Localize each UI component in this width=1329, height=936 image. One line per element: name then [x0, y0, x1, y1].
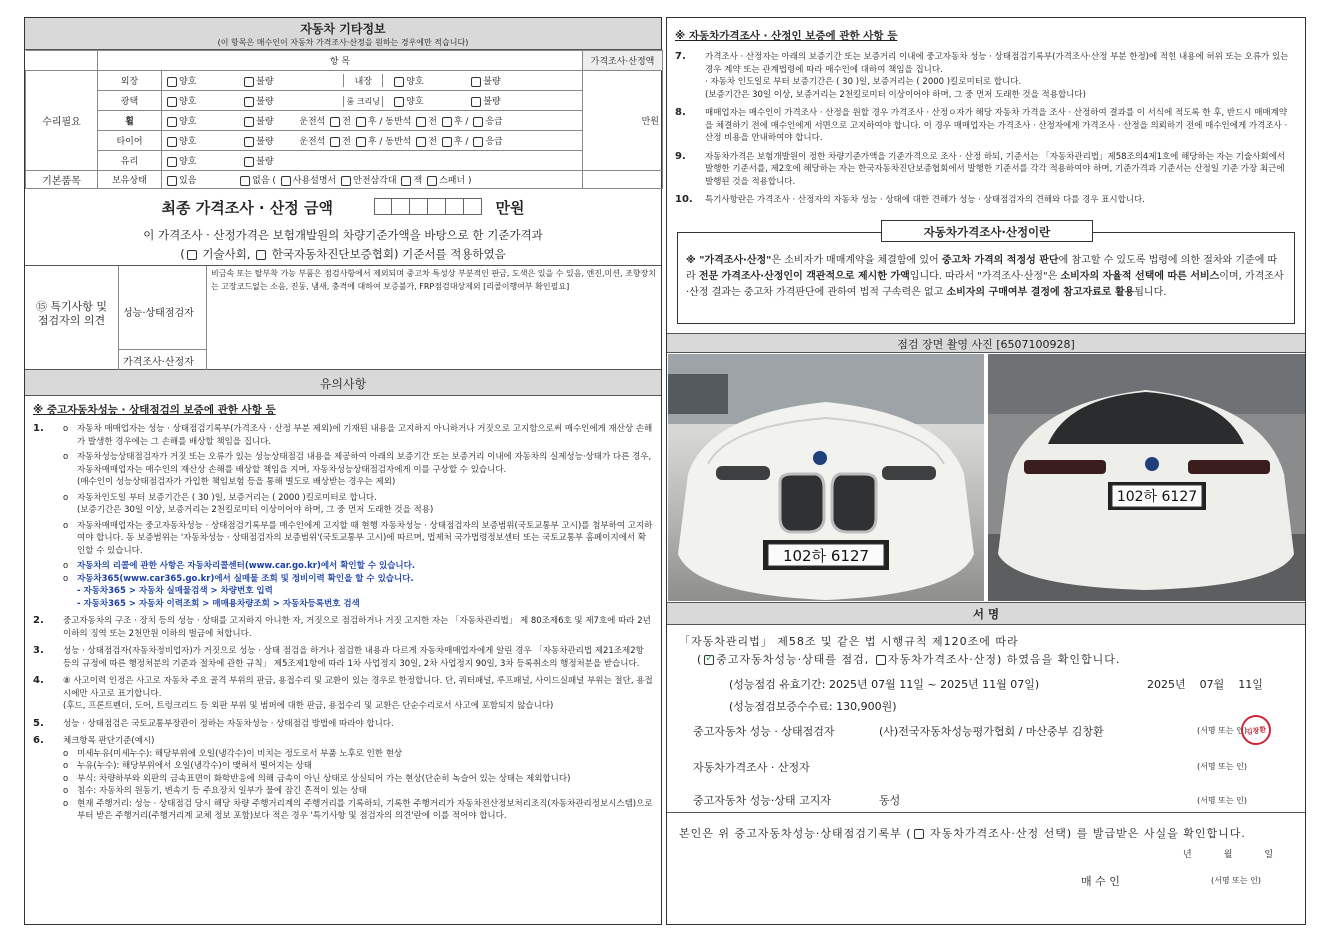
checkbox[interactable] — [471, 97, 481, 107]
repair-label: 수리필요 — [26, 71, 98, 171]
checkbox[interactable] — [167, 176, 177, 186]
appraiser-role: 자동차가격조사 · 산정자 — [693, 761, 810, 774]
final-price-block — [25, 189, 661, 266]
final-price-boxes[interactable] — [374, 198, 482, 219]
checkbox[interactable] — [167, 77, 177, 87]
notice-6: 체크항목 판단기준(예시) — [63, 736, 155, 746]
other-info-title: 자동차 기타정보 — [300, 22, 386, 36]
col-price: 가격조사·산정액 — [583, 51, 663, 71]
checkbox[interactable] — [167, 97, 177, 107]
final-price-unit: 만원 — [495, 199, 525, 217]
inspector-text: 비금속 또는 탈부착 가능 부품은 점검사항에서 제외되며 중고차 특성상 부분적인 판금, 도색은 있을 수 있음, 엔진,미션, 조향장치는 고장코드없는 소음, 진동, 냄새, 충격에 대하여 보증불가, FRP점검대상제외 [리콜이행여부 확인필요] — [211, 269, 656, 291]
row-glass-values: 양호 불량 — [162, 151, 583, 171]
notice-9: 자동차가격은 보험개발원이 정한 차량기준가액을 기준가격으로 조사 · 산정 하되, 기준서는 「자동차관리법」제58조의4제1호에 해당하는 자는 기술사회에서 발행한 기준서를, 제2호에 해당하는 자는 한국자동차진단보증협회에서 발행한 기준서를 각각 적용하여야 하며, 기준가격과 기준서는 산정일 기준 가장 최근에 발행된 것을 적용합니다. — [705, 151, 1286, 187]
notice-8: 매매업자는 매수인이 가격조사 · 산정을 원할 경우 가격조사 · 산정ㅇ자가 해당 자동차 가격을 조사 · 산정하여 결과를 이 서식에 적도록 한 후, 반드시 매매계약을 체결하기 전에 매수인에게 서면으로 고지하여야 합니다. 이 경우 매매업자는 가격조사 · 산정자에게 가격조사 · 산정을 의뢰하기 전에 매수인에게 가격조사 · 산정 비용을 안내하여야 합니다. — [705, 108, 1288, 143]
checkbox[interactable] — [401, 176, 411, 186]
checkbox[interactable] — [244, 77, 254, 87]
col-item: 항 목 — [98, 51, 583, 71]
checkbox[interactable] — [473, 137, 483, 147]
notice-4: ⑧ 사고이력 인정은 사고로 자동차 주요 골격 부위의 판금, 용접수리 및 교환이 있는 경우로 한정합니다. 단, 쿼터패널, 루프패널, 사이드실패널 부위는 절단, 용접 시에만 사고로 표기합니다. — [63, 676, 653, 699]
checkbox[interactable] — [416, 117, 426, 127]
row-gloss: 광택 — [98, 91, 162, 111]
basis-line1: 이 가격조사 · 산정가격은 보험개발원의 차량기준가액을 바탕으로 한 기준가격과 — [143, 228, 543, 242]
notice-7: 가격조사 · 산정자는 아래의 보증기간 또는 보증거리 이내에 중고자동차 성능 · 상태점검기록부(가격조사·산정 부분 한정)에 적힌 내용에 허위 또는 오류가 있는 경우 계약 또는 관계법령에 따라 매수인에 대하여 책임을 집니다. — [705, 52, 1289, 75]
checkbox[interactable] — [167, 137, 177, 147]
photo-area — [667, 353, 1305, 603]
fee: (성능점검보증수수료: 130,900원) — [729, 700, 897, 713]
seal-note-3: (서명 또는 인) — [1197, 796, 1247, 805]
row-glass: 유리 — [98, 151, 162, 171]
price-label: 가격조사·산정자 — [119, 350, 207, 370]
row-exterior-values: 양호 불량 내장 양호 불량 — [162, 71, 583, 91]
row-wheel: 휠 — [98, 111, 162, 131]
row-tire-values: 양호 불량 운전석 전 후 / 동반석 전 후 / 응급 — [162, 131, 583, 151]
row-tire: 타이어 — [98, 131, 162, 151]
row-exterior: 외장 — [98, 71, 162, 91]
checkbox[interactable] — [167, 157, 177, 167]
validity: (성능점검 유효기간: 2025년 07월 11일 ~ 2025년 11월 07일) — [729, 678, 1040, 691]
rear-plate-text: 102하 6127 — [1116, 489, 1198, 505]
checkbox[interactable] — [187, 250, 197, 260]
row-owned-values: 있음 없음 ( 사용설명서 안전삼각대 잭 스패너 ) — [162, 171, 583, 189]
row-owned: 보유상태 — [98, 171, 162, 189]
other-info-table — [25, 50, 663, 189]
seal-note-2: (서명 또는 인) — [1197, 762, 1247, 771]
checkbox[interactable] — [341, 176, 351, 186]
checkbox[interactable] — [244, 137, 254, 147]
definition-title: 자동차가격조사·산정이란 — [881, 220, 1093, 242]
checkbox[interactable] — [244, 157, 254, 167]
won-label: 만원 — [583, 71, 663, 171]
notice-heading: ※ 중고자동차성능 · 상태점검의 보증에 관한 사항 등 — [33, 404, 276, 416]
right-column — [666, 17, 1306, 925]
inspector-name: (사)전국자동차성능평가협회 / 마산중부 김창환 — [879, 725, 1104, 738]
checkbox[interactable] — [427, 176, 437, 186]
notice-5: 성능 · 상태점검은 국토교통부장관이 정하는 자동차성능 · 상태점검 방법에 따라야 합니다. — [63, 718, 394, 729]
car-rear-photo — [988, 354, 1305, 601]
receipt-date: 년 월 일 — [1183, 850, 1274, 860]
receipt-text: 본인은 위 중고자동차성능·상태점검기록부 ( 자동차가격조사·산정 선택) 를 발급받은 사실을 확인합니다. — [679, 827, 1246, 840]
notice-1b: 자동차성능상태점검자가 거짓 또는 오류가 있는 성능상태점검 내용을 제공하여 아래의 보증기간 또는 보증거리 이내에 자동차의 실제성능·상태가 다른 경우, 자동차매매업자는 매수인의 재산상 손해를 배상할 책임을 지며, 자동차성능상태점검자에게 이를 구상할 수 있습니다. — [77, 452, 652, 475]
final-price-label: 최종 가격조사 · 산정 금액 — [161, 199, 334, 217]
sign-title: 서 명 — [667, 603, 1305, 625]
notice-3: 성능 · 상태점검자(자동차정비업자)가 거짓으로 성능 · 상태 점검을 하거나 점검한 내용과 다르게 자동차매매업자에게 알린 경우 「자동차관리법 제21조제2항 등의 규정에 따른 행정처분의 기준과 절차에 관한 규칙」 제5조제1항에 따라 1차 사업정지 30일, 2차 사업정지 90일, 3차 등록취소의 행정처분을 받습니다. — [63, 646, 644, 669]
special-label: ⑮ 특기사항 및 점검자의 의견 — [25, 266, 119, 370]
inspector-role: 중고자동차 성능 · 상태점검자 — [693, 725, 835, 738]
checkbox[interactable] — [256, 250, 266, 260]
checkbox[interactable] — [442, 117, 452, 127]
photo-title: 점검 장면 촬영 사진 [6507100928] — [667, 334, 1305, 353]
basic-label: 기본품목 — [26, 171, 98, 189]
row-gloss-values: 양호 불량 룸 크리닝 양호 불량 — [162, 91, 583, 111]
checkbox[interactable] — [442, 137, 452, 147]
checkbox[interactable] — [356, 117, 366, 127]
checkbox[interactable] — [394, 77, 404, 87]
left-column — [24, 17, 662, 925]
checkbox[interactable] — [244, 97, 254, 107]
notifier-name: 동성 — [879, 794, 901, 807]
checkbox-checked[interactable] — [704, 655, 714, 665]
sign-line1: 「자동차관리법」 제58조 및 같은 법 시행규칙 제120조에 따라 — [679, 635, 1019, 648]
notifier-role: 중고자동차 성능·상태 고지자 — [693, 794, 832, 807]
checkbox[interactable] — [471, 77, 481, 87]
signature-area — [667, 625, 1305, 813]
other-info-subtitle: (이 항목은 매수인이 자동차 가격조사·산정을 원하는 경우에만 적습니다) — [217, 38, 469, 47]
car-rear-image — [988, 354, 1305, 601]
row-wheel-values: 양호 불량 운전석 전 후 / 동반석 전 후 / 응급 — [162, 111, 583, 131]
checkbox[interactable] — [330, 137, 340, 147]
checkbox[interactable] — [394, 97, 404, 107]
notice-body: ※ 중고자동차성능 · 상태점검의 보증에 관한 사항 등 1. o 자동차 매매업자는 성능 · 상태점검기록부(가격조사 · 산정 부분 제외)에 기재된 내용을 고지하지 아니하거나 거짓으로 고지함으로써 매수인에게 재산상 손해가 발생한 경우에는 그 손해를 배상할 책임을 집니다. o 자동차성능상태점검자가 거짓 또는 오류가 있는 성능상태점검 내용을 제공하여 아래의 보증기간 또는 보증거리 이내에 자동차의 실제성능·상태가 다른 경우, 자동차매매업자는 매수인의 재산상 손해를 배상할 책임을 지며, 자동차성능상태점검자에게 이를 구상할 수 있습니다. (매수인이 성능상태점검자가 가입한 책임보험 등을 통해 별도로 배상받는 경우는 제외) o 자동차인도일 부터 보증기간은 ( 30 )일, 보증거리는 ( 2000 )킬로미터로 합니다. (보증기간은 30일 이상, 보증거리는 2천킬로미터 이상이어야 하며, 그 중 먼저 도래한 것을 적용) o 자동차매매업자는 중고자동차성능 · 상태점검기록부를 매수인에게 고지할 때 현행 자동차성능 · 상태점검자의 보증범위(국토교통부 고시)를 첨부하여 고지하여야 합니다. 동 보증범위는 '자동차성능 · 상태점검자의 보증범위'(국토교통부 고시)에 따르며, 법제처 국가법령정보센터 또는 국토교통부 홈페이지에서 확인할 수 있습니다. o 자동차의 리콜에 관한 사항은 자동차리콜센터(www.car.go.kr)에서 확인할 수 있습니다. o 자동차365(www.car365.go.kr)에서 실매물 조회 및 정비이력 확인을 할 수 있습니다. - 자동차365 > 자동차 실매물검색 > 차량번호 입력 - 자동차365 > 자동차 이력조회 > 매매용차량조회 > 자동차등록번호 검색 2. 중고자동차의 구조 · 장치 등의 성능 · 상태를 고지하지 아니한 자, 거짓으로 점검하거나 거짓 고지한 자는 「자동차관리법」 제 80조제6호 및 제7호에 따라 2년 이하의 징역 또는 2천만원 이하의 벌금에 처합니다. 3. 성능 · 상태점검자(자동차정비업자)가 거짓으로 성능 · 상태 점검을 하거나 점검한 내용과 다르게 자동차매매업자에게 알린 경우 「자동차관리법 제21조제2항 등의 규정에 따른 행정처분의 기준과 절차에 관한 규칙」 제5조제1항에 따라 1차 사업정지 30일, 2차 사업정지 90일, 3차 등록취소의 행정처분을 받습니다. 4. ⑧ 사고이력 인정은 사고로 자동차 주요 골격 부위의 판금, 용접수리 및 교환이 있는 경우로 한정합니다. 단, 쿼터패널, 루프패널, 사이드실패널 부위는 절단, 용접 시에만 사고로 표기합니다. (후드, 프론트펜더, 도어, 트렁크리드 등 외판 부위 및 범퍼에 대한 판금, 용접수리 및 교환은 단순수리로서 사고에 포함되지 않습니다) 5. 성능 · 상태점검은 국토교통부장관이 정하는 자동차성능 · 상태점검 방법에 따라야 합니다. 6. 체크항목 판단기준(예시) o 미세누유(미세누수): 해당부위에 오일(냉각수)이 비치는 정도로서 부품 노후로 인한 현상 o 누유(누수): 해당부위에서 오일(냉각수)이 맺혀서 떨어지는 상태 o 부식: 차량하부와 외판의 금속표면이 화학반응에 의해 금속이 아닌 상태로 상실되어 가는 현상(단순히 녹슬어 있는 상태는 제외합니다) o 침수: 자동차의 원동기, 변속기 등 주요장치 일부가 물에 잠긴 흔적이 있는 상태 o 현재 주행거리: 성능 · 상태점검 당시 해당 차량 주행거리계의 주행거리를 기록하되, 기록한 주행거리가 자동차전산정보처리조직(자동차관리정보시스템)으로부터 받은 주행거리(주행거리계 교체 정보 포함)보다 적은 경우 '특기사항 및 점검자의 의견'란에 이를 적어야 합니다. — [33, 404, 653, 821]
notice-2: 중고자동차의 구조 · 장치 등의 성능 · 상태를 고지하지 아니한 자, 거짓으로 점검하거나 거짓 고지한 자는 「자동차관리법」 제 80조제6호 및 제7호에 따라 2년 이하의 징역 또는 2천만원 이하의 벌금에 처합니다. — [63, 616, 651, 639]
official-seal: 김창환 — [1239, 713, 1273, 747]
other-info-header — [25, 18, 661, 50]
car-front-image — [668, 354, 984, 601]
notice-title: 유의사항 — [25, 370, 661, 396]
notice-1d: 자동차매매업자는 중고자동차성능 · 상태점검기록부를 매수인에게 고지할 때 현행 자동차성능 · 상태점검자의 보증범위(국토교통부 고시)를 첨부하여 고지하여야 합니다. 동 보증범위는 '자동차성능 · 상태점검자의 보증범위'(국토교통부 고시)에 따르며, 법제처 국가법령정보센터 또는 국토교통부 홈페이지에서 확인할 수 있습니다. — [77, 520, 653, 556]
notice-1c: 자동차인도일 부터 보증기간은 ( 30 )일, 보증거리는 ( 2000 )킬로미터로 합니다. — [77, 492, 377, 503]
checkbox[interactable] — [240, 176, 250, 186]
basis-line2: ( 기술사회, 한국자동차진단보증협회) 기준서를 적용하였음 — [180, 247, 506, 261]
checkbox[interactable] — [356, 137, 366, 147]
front-plate-text: 102하 6127 — [782, 547, 870, 565]
checkbox[interactable] — [914, 829, 924, 839]
buyer-label: 매 수 인 — [1081, 875, 1120, 888]
checkbox[interactable] — [244, 117, 254, 127]
definition-box: ※ "가격조사·산정"은 소비자가 매매계약을 체결함에 있어 중고차 가격의 적정성 판단에 참고할 수 있도록 법령에 의한 절차와 기준에 따라 전문 가격조사·산정인이 객관적으로 제시한 가액입니다. 따라서 "가격조사·산정"은 소비자의 자율적 선택에 따른 서비스이며, 가격조사·산정 결과는 중고차 가격판단에 관하여 법적 구속력은 없고 소비자의 구매여부 결정에 참고자료로 활용됩니다. — [677, 232, 1295, 324]
inspector-label: 성능·상태점검자 — [119, 266, 207, 350]
checkbox[interactable] — [281, 176, 291, 186]
sign-date: 2025년 07월 11일 — [1147, 678, 1263, 691]
receipt-area — [667, 813, 1305, 913]
car-front-photo — [668, 354, 984, 601]
checkbox[interactable] — [473, 117, 483, 127]
sign-line2: (✓ 중고자동차성능·상태를 점검, 자동차가격조사·산정) 하였음을 확인합니다. — [697, 651, 1120, 667]
appraiser-heading: ※ 자동차가격조사 · 산정인 보증에 관한 사항 등 — [675, 30, 898, 42]
notice-1a: 자동차 매매업자는 성능 · 상태점검기록부(가격조사 · 산정 부분 제외)에 기재된 내용을 고지하지 아니하거나 거짓으로 고지함으로써 매수인에게 재산상 손해가 발생한 경우에는 그 손해를 배상할 책임을 집니다. — [77, 424, 653, 447]
appraiser-guarantee: ※ 자동차가격조사 · 산정인 보증에 관한 사항 등 7. 가격조사 · 산정자는 아래의 보증기간 또는 보증거리 이내에 중고자동차 성능 · 상태점검기록부(가격조사·산정 부분 한정)에 적힌 내용에 허위 또는 오류가 있는 경우 계약 또는 관계법령에 따라 매수인에 대하여 책임을 집니다. · 자동차 인도일로 부터 보증기간은 ( 30 )일, 보증거리는 ( 2000 )킬로미터로 합니다. (보증기간은 30일 이상, 보증거리는 2천킬로미터 이상이어야 하며, 그 중 먼저 도래한 것을 적용합니다) 8. 매매업자는 매수인이 가격조사 · 산정을 원할 경우 가격조사 · 산정ㅇ자가 해당 자동차 가격을 조사 · 산정하여 결과를 이 서식에 적도록 한 후, 반드시 매매계약을 체결하기 전에 매수인에게 서면으로 고지하여야 합니다. 이 경우 매매업자는 가격조사 · 산정자에게 가격조사 · 산정을 의뢰하기 전에 매수인에게 가격조사 · 산정 비용을 안내하여야 합니다. 9. 자동차가격은 보험개발원이 정한 차량기준가액을 기준가격으로 조사 · 산정 하되, 기준서는 「자동차관리법」제58조의4제1호에 해당하는 자는 기술사회에서 발행한 기준서를, 제2호에 해당하는 자는 한국자동차진단보증협회에서 발행한 기준서를 각각 적용하여야 하며, 기준가격과 기준서는 산정일 기준 가장 최근에 발행된 것을 적용합니다. 10. 특기사항란은 가격조사 · 산정자의 자동차 성능 · 상태에 대한 견해가 성능 · 상태점검자의 견해와 다를 경우 표시합니다. ※ "가격조사·산정"은 소비자가 매매계약을 체결함에 있어 중고차 가격의 적정성 판단에 참고할 수 있도록 법령에 의한 절차와 기준에 따라 전문 가격조사·산정인이 객관적으로 제시한 가액입니다. 따라서 "가격조사·산정"은 소비자의 자율적 선택에 따른 서비스이며, 가격조사·산정 결과는 중고차 가격판단에 관하여 법적 구속력은 없고 소비자의 구매여부 결정에 참고자료로 활용됩니다. 자동차가격조사·산정이란 — [667, 18, 1305, 334]
notice-1e: 자동차의 리콜에 관한 사항은 자동차리콜센터(www.car.go.kr)에서 확인할 수 있습니다. — [77, 561, 416, 571]
seal-note-4: (서명 또는 인) — [1211, 876, 1261, 885]
special-notes — [25, 266, 661, 370]
seal-note-1: (서명 또는 인) — [1197, 726, 1247, 735]
checkbox[interactable] — [330, 117, 340, 127]
notice-10: 특기사항란은 가격조사 · 산정자의 자동차 성능 · 상태에 대한 견해가 성능 · 상태점검자의 견해와 다를 경우 표시합니다. — [705, 195, 1145, 205]
notice-1f: 자동차365(www.car365.go.kr)에서 실매물 조회 및 정비이력 확인을 할 수 있습니다. — [77, 573, 414, 584]
checkbox[interactable] — [416, 137, 426, 147]
checkbox[interactable] — [167, 117, 177, 127]
checkbox[interactable] — [876, 655, 886, 665]
